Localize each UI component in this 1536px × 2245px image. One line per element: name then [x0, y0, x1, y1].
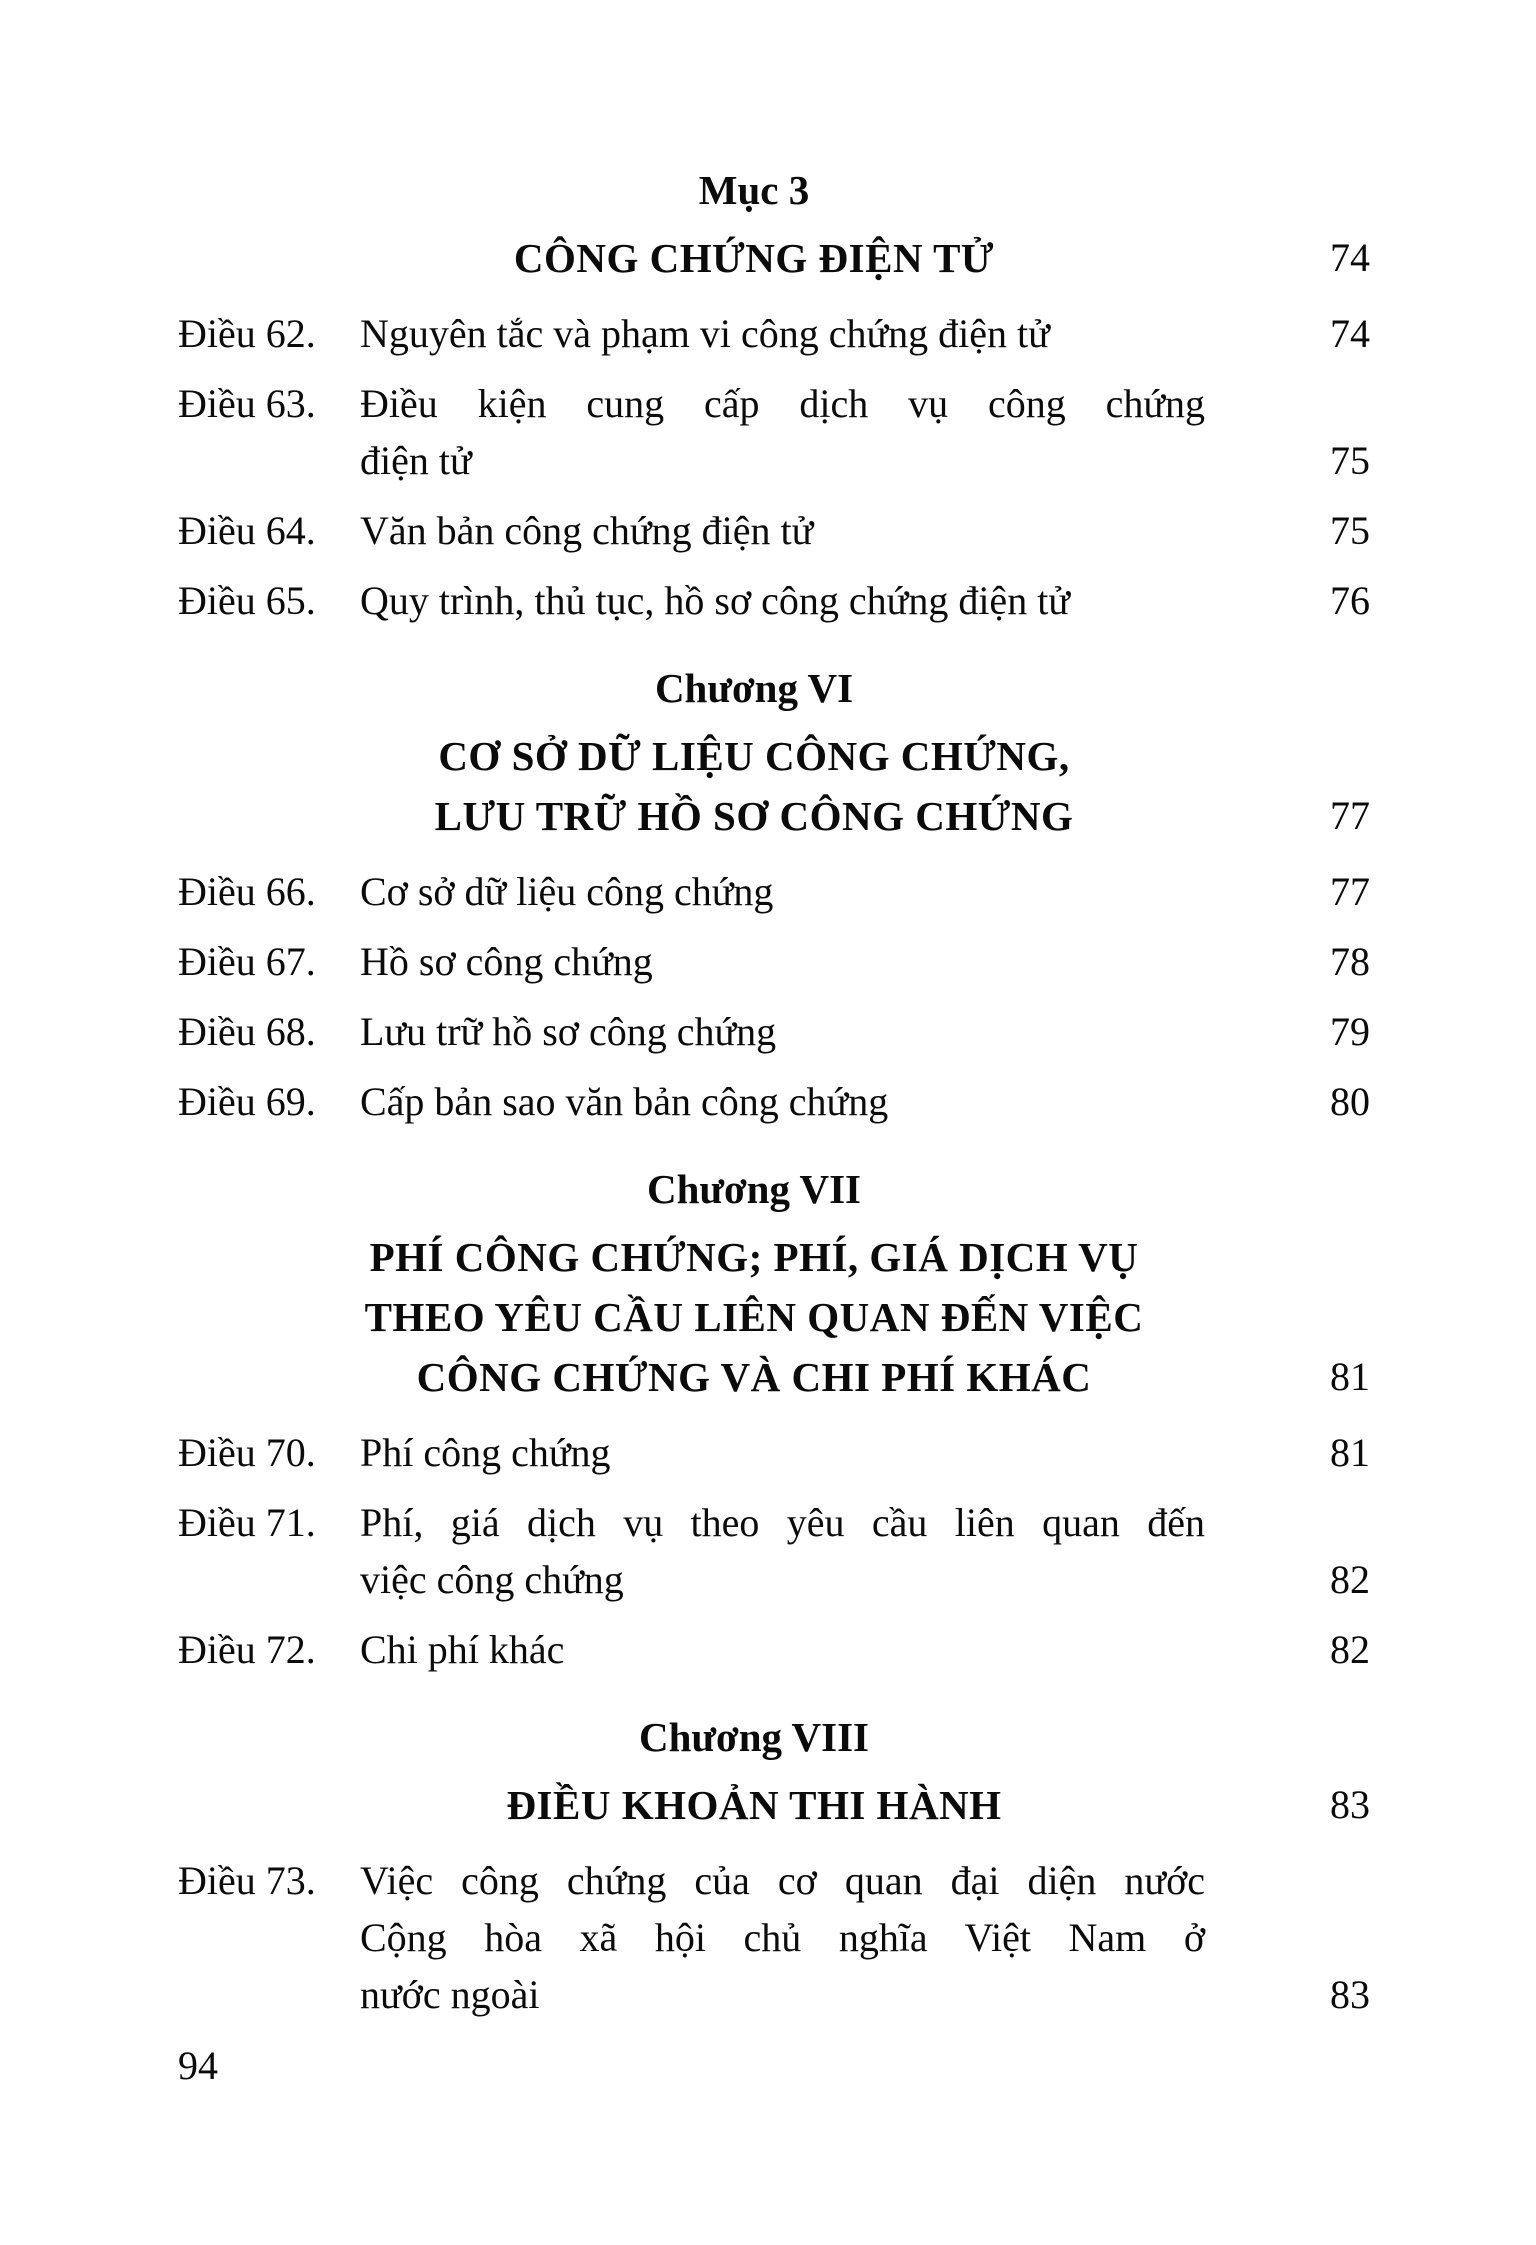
chapter-title-line: CƠ SỞ DỮ LIỆU CÔNG CHỨNG, [438, 733, 1070, 779]
entry-title [360, 375, 1205, 489]
entry-title-line: Phí, giá dịch vụ theo yêu cầu liên quan đến [360, 1500, 1205, 1545]
chapter-title-row [178, 786, 1370, 846]
chapter-title-row [178, 726, 1370, 786]
entry-title-line: Cơ sở dữ liệu công chứng [360, 869, 774, 914]
entry-title [360, 572, 1205, 629]
entry-title-line: Hồ sơ công chứng [360, 939, 653, 984]
entry-page-number: 75 [1330, 508, 1370, 553]
entry-label: Điều 69. [178, 1079, 316, 1124]
entry-title-line: Việc công chứng của cơ quan đại diện nước [360, 1858, 1205, 1903]
entry-title [360, 305, 1205, 362]
entry-title-line: nước ngoài [360, 1972, 540, 2017]
entry-label: Điều 66. [178, 869, 316, 914]
chapter-title-row [178, 1347, 1370, 1407]
section-title-line: CÔNG CHỨNG ĐIỆN TỬ [513, 235, 995, 281]
entry-label: Điều 71. [178, 1500, 316, 1545]
entry-title-line: Cấp bản sao văn bản công chứng [360, 1079, 889, 1124]
toc-entry [178, 933, 1370, 990]
chapter-kicker: Chương VIII [638, 1714, 869, 1760]
toc-entry [178, 863, 1370, 920]
toc-entry [178, 375, 1370, 489]
entry-title-line: Phí công chứng [360, 1430, 611, 1475]
toc-entry [178, 1424, 1370, 1481]
entry-title [360, 1494, 1205, 1608]
chapter-page-number: 77 [1330, 793, 1370, 838]
toc-entry [178, 1003, 1370, 1060]
toc-entry [178, 1073, 1370, 1130]
section-page-number: 74 [1330, 235, 1370, 280]
chapter-title-row [178, 1287, 1370, 1347]
chapter-title-row [178, 1227, 1370, 1287]
entry-title [360, 1621, 1205, 1678]
entry-title [360, 933, 1205, 990]
entry-page-number: 75 [1330, 438, 1370, 483]
entry-label: Điều 68. [178, 1009, 316, 1054]
chapter-title-line: THEO YÊU CẦU LIÊN QUAN ĐẾN VIỆC [364, 1294, 1144, 1340]
entry-title [360, 502, 1205, 559]
chapter-page-number: 81 [1330, 1354, 1370, 1399]
toc-entry [178, 502, 1370, 559]
toc-entry [178, 572, 1370, 629]
entry-title-line: điện tử [360, 438, 472, 483]
entry-page-number: 77 [1330, 869, 1370, 914]
entry-title [360, 1424, 1205, 1481]
entry-title-line: việc công chứng [360, 1557, 624, 1602]
entry-page-number: 76 [1330, 578, 1370, 623]
chapter-title-row [178, 1775, 1370, 1835]
entry-page-number: 80 [1330, 1079, 1370, 1124]
entry-page-number: 79 [1330, 1009, 1370, 1054]
entry-title-line: Nguyên tắc và phạm vi công chứng điện tử [360, 311, 1050, 356]
entry-page-number: 82 [1330, 1557, 1370, 1602]
entry-label: Điều 67. [178, 939, 316, 984]
entry-label: Điều 62. [178, 311, 316, 356]
chapter-title-line: PHÍ CÔNG CHỨNG; PHÍ, GIÁ DỊCH VỤ [369, 1234, 1139, 1280]
entry-title-line: Cộng hòa xã hội chủ nghĩa Việt Nam ở [360, 1915, 1205, 1960]
entry-title-line: Văn bản công chứng điện tử [360, 508, 814, 553]
entry-page-number: 81 [1330, 1430, 1370, 1475]
toc-entry [178, 1852, 1370, 2023]
entry-label: Điều 63. [178, 381, 316, 426]
entry-title-line: Lưu trữ hồ sơ công chứng [360, 1009, 777, 1054]
toc-entry [178, 1494, 1370, 1608]
section-kicker: Mục 3 [698, 167, 810, 213]
entry-title [360, 1852, 1205, 2023]
chapter-title-line: LƯU TRỮ HỒ SƠ CÔNG CHỨNG [434, 793, 1074, 839]
toc-entry [178, 305, 1370, 362]
entry-label: Điều 65. [178, 578, 316, 623]
entry-label: Điều 73. [178, 1858, 316, 1903]
entry-title [360, 1073, 1205, 1130]
entry-label: Điều 64. [178, 508, 316, 553]
chapter-kicker: Chương VII [646, 1166, 862, 1212]
entry-title [360, 863, 1205, 920]
chapter-page-number: 83 [1330, 1782, 1370, 1827]
chapter-title-line: CÔNG CHỨNG VÀ CHI PHÍ KHÁC [416, 1354, 1092, 1400]
entry-title-line: Chi phí khác [360, 1627, 565, 1672]
entry-page-number: 83 [1330, 1972, 1370, 2017]
entry-label: Điều 70. [178, 1430, 316, 1475]
page-folio-number: 94 [178, 2043, 218, 2088]
entry-title [360, 1003, 1205, 1060]
chapter-title-line: ĐIỀU KHOẢN THI HÀNH [506, 1782, 1002, 1828]
entry-title-line: Điều kiện cung cấp dịch vụ công chứng [360, 381, 1205, 426]
entry-page-number: 74 [1330, 311, 1370, 356]
section-title-row [178, 228, 1370, 288]
entry-page-number: 82 [1330, 1627, 1370, 1672]
toc-entry [178, 1621, 1370, 1678]
entry-page-number: 78 [1330, 939, 1370, 984]
chapter-kicker: Chương VI [654, 665, 854, 711]
entry-label: Điều 72. [178, 1627, 316, 1672]
entry-title-line: Quy trình, thủ tục, hồ sơ công chứng điện tử [360, 578, 1070, 623]
